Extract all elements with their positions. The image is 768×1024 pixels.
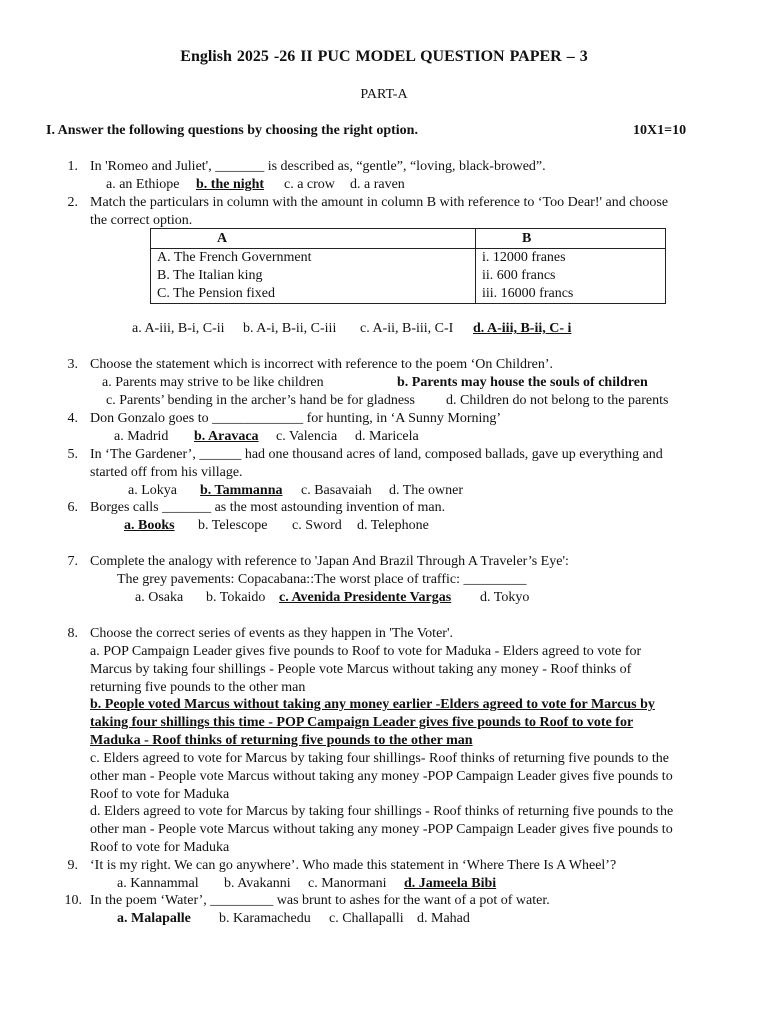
option-line: d. Elders agreed to vote for Marcus by taking four shillings - Roof thinks of returning five pounds to the (90, 804, 674, 819)
option-b: b. Telescope (198, 518, 268, 533)
question-text-line-1: In ‘The Gardener’, ______ had one thousand acres of land, composed ballads, gave up everything and (90, 447, 663, 462)
paper-title: English 2025 -26 II PUC MODEL QUESTION PAPER – 3 (180, 48, 588, 65)
table-header-row (151, 229, 666, 249)
option-c: c. Valencia (276, 429, 338, 444)
option-line: Roof to vote for Maduka (90, 787, 230, 802)
option-line: other man - People vote Marcus without taking any money -POP Campaign Leader gives five pounds to (90, 769, 673, 784)
table-row (151, 285, 666, 304)
option-d: d. a raven (350, 177, 405, 192)
option-d-answer: d. Jameela Bibi (404, 876, 497, 891)
option-a-answer: a. Malapalle (117, 911, 191, 926)
column-a-header: A (151, 229, 476, 249)
option-c-answer: c. Avenida Presidente Vargas (279, 590, 452, 605)
option-d: d. The owner (389, 483, 463, 498)
option-c (90, 750, 720, 804)
option-line: Marcus by taking four shillings - People vote Marcus without taking any money - Roof thinks of (90, 662, 632, 677)
table-cell-b: i. 12000 franes (476, 249, 666, 268)
option-c: c. Basavaiah (301, 483, 372, 498)
match-table (150, 228, 666, 304)
question-number: 8. (67, 626, 78, 641)
analogy-text: The grey pavements: Copacabana::The worst place of traffic: _________ (117, 572, 527, 587)
option-line: a. POP Campaign Leader gives five pounds to Roof to vote for Maduka - Elders agreed to vote for (90, 644, 642, 659)
option-b: b. Avakanni (224, 876, 291, 891)
column-b-header: B (476, 229, 666, 249)
question-text-line-2: started off from his village. (90, 465, 243, 480)
question-text: Borges calls _______ as the most astounding invention of man. (90, 500, 446, 515)
option-a: a. Kannammal (117, 876, 199, 891)
question-text: ‘It is my right. We can go anywhere’. Who made this statement in ‘Where There Is A Wheel’? (90, 858, 617, 873)
table-cell-a: C. The Pension fixed (151, 285, 476, 304)
option-a: a. an Ethiope (106, 177, 180, 192)
option-c: c. A-ii, B-iii, C-I (360, 321, 454, 336)
question-text-line-1: Match the particulars in column with the amount in column B with reference to ‘Too Dear!' and choose (90, 195, 669, 210)
option-line: other man - People vote Marcus without taking any money -POP Campaign Leader gives five pounds to (90, 822, 673, 837)
option-line: taking four shillings this time - POP Campaign Leader gives five pounds to Roof to vote for (90, 715, 634, 730)
part-heading: PART-A (360, 87, 408, 102)
option-c: c. a crow (284, 177, 335, 192)
table-cell-b: iii. 16000 francs (476, 285, 666, 304)
table-row (151, 249, 666, 268)
question-number: 6. (67, 500, 78, 515)
option-d: d. Mahad (417, 911, 470, 926)
question-number: 3. (67, 357, 78, 372)
question-text: In the poem ‘Water’, _________ was brunt to ashes for the want of a pot of water. (90, 893, 550, 908)
section-heading (46, 122, 696, 140)
question-text: Choose the correct series of events as they happen in 'The Voter'. (90, 626, 453, 641)
table-cell-a: A. The French Government (151, 249, 476, 268)
option-a: a. Parents may strive to be like children (102, 375, 324, 390)
option-a (90, 643, 720, 697)
question-number: 9. (67, 858, 78, 873)
option-b-answer: b. Parents may house the souls of children (397, 375, 648, 390)
option-c: c. Manormani (308, 876, 387, 891)
option-b-answer: b. Tammanna (200, 483, 283, 498)
option-d: d. Telephone (357, 518, 429, 533)
option-line: Maduka - Roof thinks of returning five pounds to the other man (90, 733, 473, 748)
question-number: 10. (64, 893, 82, 908)
section-marks: 10X1=10 (633, 123, 687, 138)
option-d: d. Tokyo (480, 590, 530, 605)
question-text: In 'Romeo and Juliet', _______ is described as, “gentle”, “loving, black-browed”. (90, 159, 546, 174)
option-d: d. Maricela (355, 429, 419, 444)
table-row (151, 267, 666, 285)
option-d: d. Children do not belong to the parents (446, 393, 669, 408)
option-d (90, 803, 720, 857)
option-line: b. People voted Marcus without taking any money earlier -Elders agreed to vote for Marcus by (90, 697, 655, 712)
question-number: 2. (67, 195, 78, 210)
question-number: 4. (67, 411, 78, 426)
option-c: c. Sword (292, 518, 342, 533)
question-text-line-2: the correct option. (90, 213, 193, 228)
section-instruction: I. Answer the following questions by choosing the right option. (46, 123, 418, 138)
table-cell-b: ii. 600 francs (476, 267, 666, 285)
option-line: returning five pounds to the other man (90, 680, 306, 695)
option-b-answer (90, 696, 720, 750)
option-a-answer: a. Books (124, 518, 175, 533)
question-number: 7. (67, 554, 78, 569)
question-text: Complete the analogy with reference to 'Japan And Brazil Through A Traveler’s Eye': (90, 554, 569, 569)
option-a: a. A-iii, B-i, C-ii (132, 321, 225, 336)
option-line: c. Elders agreed to vote for Marcus by taking four shillings- Roof thinks of returning five pounds to the (90, 751, 669, 766)
option-b: b. Karamachedu (219, 911, 311, 926)
option-line: Roof to vote for Maduka (90, 840, 230, 855)
option-b: b. Tokaido (206, 590, 266, 605)
question-text: Don Gonzalo goes to _____________ for hunting, in ‘A Sunny Morning’ (90, 411, 502, 426)
option-a: a. Osaka (135, 590, 184, 605)
table-cell-a: B. The Italian king (151, 267, 476, 285)
question-number: 5. (67, 447, 78, 462)
option-c: c. Challapalli (329, 911, 404, 926)
option-a: a. Madrid (114, 429, 169, 444)
question-text: Choose the statement which is incorrect with reference to the poem ‘On Children’. (90, 357, 554, 372)
question-number: 1. (67, 159, 78, 174)
option-b-answer: b. Aravaca (194, 429, 259, 444)
option-b-answer: b. the night (196, 177, 265, 192)
option-d-answer: d. A-iii, B-ii, C- i (473, 321, 572, 336)
option-b: b. A-i, B-ii, C-iii (243, 321, 337, 336)
option-a: a. Lokya (128, 483, 177, 498)
option-c: c. Parents’ bending in the archer’s hand be for gladness (106, 393, 415, 408)
